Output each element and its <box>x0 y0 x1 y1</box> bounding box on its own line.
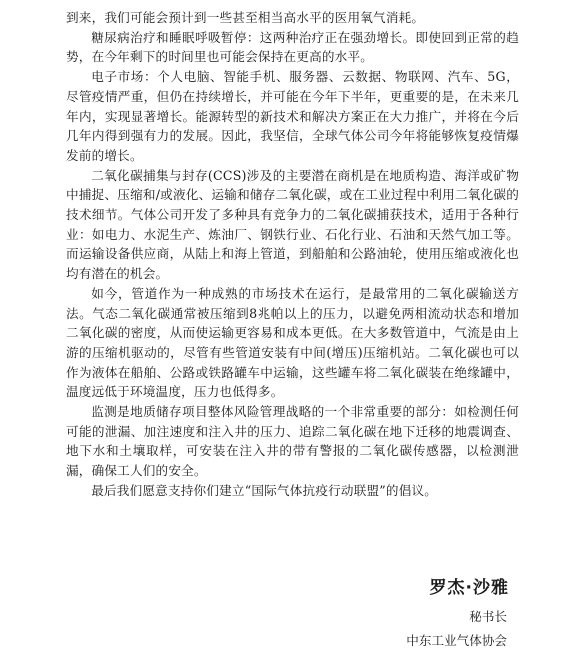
paragraph-4: 二氧化碳捕集与封存(CCS)涉及的主要潜在商机是在地质构造、海洋或矿物中捕捉、压缩和/或液化、运输和储存二氧化碳，或在工业过程中利用二氧化碳的技术细节。气体公司开发了多种具有竞争力的二氧化碳捕获技术，适用于各种行业：如电力、水泥生产、炼油厂、钢铁行业、石化行业、石油和天然气加工等。而运输设备供应商，从陆上和海上管道，到船舶和公路油轮，使用压缩或液化也均有潜在的机会。 <box>66 167 519 282</box>
signature-title: 秘书长 <box>469 609 507 624</box>
paragraph-7: 最后我们愿意支持你们建立“国际气体抗疫行动联盟”的倡议。 <box>91 482 438 498</box>
paragraph-2: 糖尿病治疗和睡眠呼吸暂停：这两种治疗正在强劲增长。即使回到正常的趋势，在今年剩下的时间里也可能会保持在更高的水平。 <box>66 29 519 65</box>
paragraph-3: 电子市场：个人电脑、智能手机、服务器、云数据、物联网、汽车、5G，尽管疫情严重，但仍在持续增长，并可能在今年下半年，更重要的是，在未来几年内，实现显著增长。能源转型的新技术和解决方案正在大力推广，并将在今后几年内得到强有力的发展。因此，我坚信，全球气体公司今年将能够恢复疫情爆发前的增长。 <box>66 69 519 163</box>
paragraph-6: 监测是地质储存项目整体风险管理战略的一个非常重要的部分：如检测任何可能的泄漏、加注速度和注入井的压力、追踪二氧化碳在地下迁移的地震调查、地下水和土壤取样，可安装在注入井的带有警报的二氧化碳传感器，以检测泄漏，确保工人们的安全。 <box>66 404 519 479</box>
paragraph-1: 到来，我们可能会预计到一些甚至相当高水平的医用氧气消耗。 <box>66 10 425 25</box>
signature-name: 罗杰·沙雅 <box>429 578 509 598</box>
paragraph-5: 如今，管道作为一种成熟的市场技术在运行，是最常用的二氧化碳输送方法。气态二氧化碳通常被压缩到8兆帕以上的压力，以避免两相流动状态和增加二氧化碳的密度，从而使运输更容易和成本更低。在大多数管道中，气流是由上游的压缩机驱动的，尽管有些管道安装有中间(增压)压缩机站。二氧化碳也可以作为液体在船舶、公路或铁路罐车中运输，这些罐车将二氧化碳装在绝缘罐中，温度远低于环境温度，压力也低得多。 <box>66 285 519 400</box>
signature-organization: 中东工业气体协会 <box>406 633 507 648</box>
